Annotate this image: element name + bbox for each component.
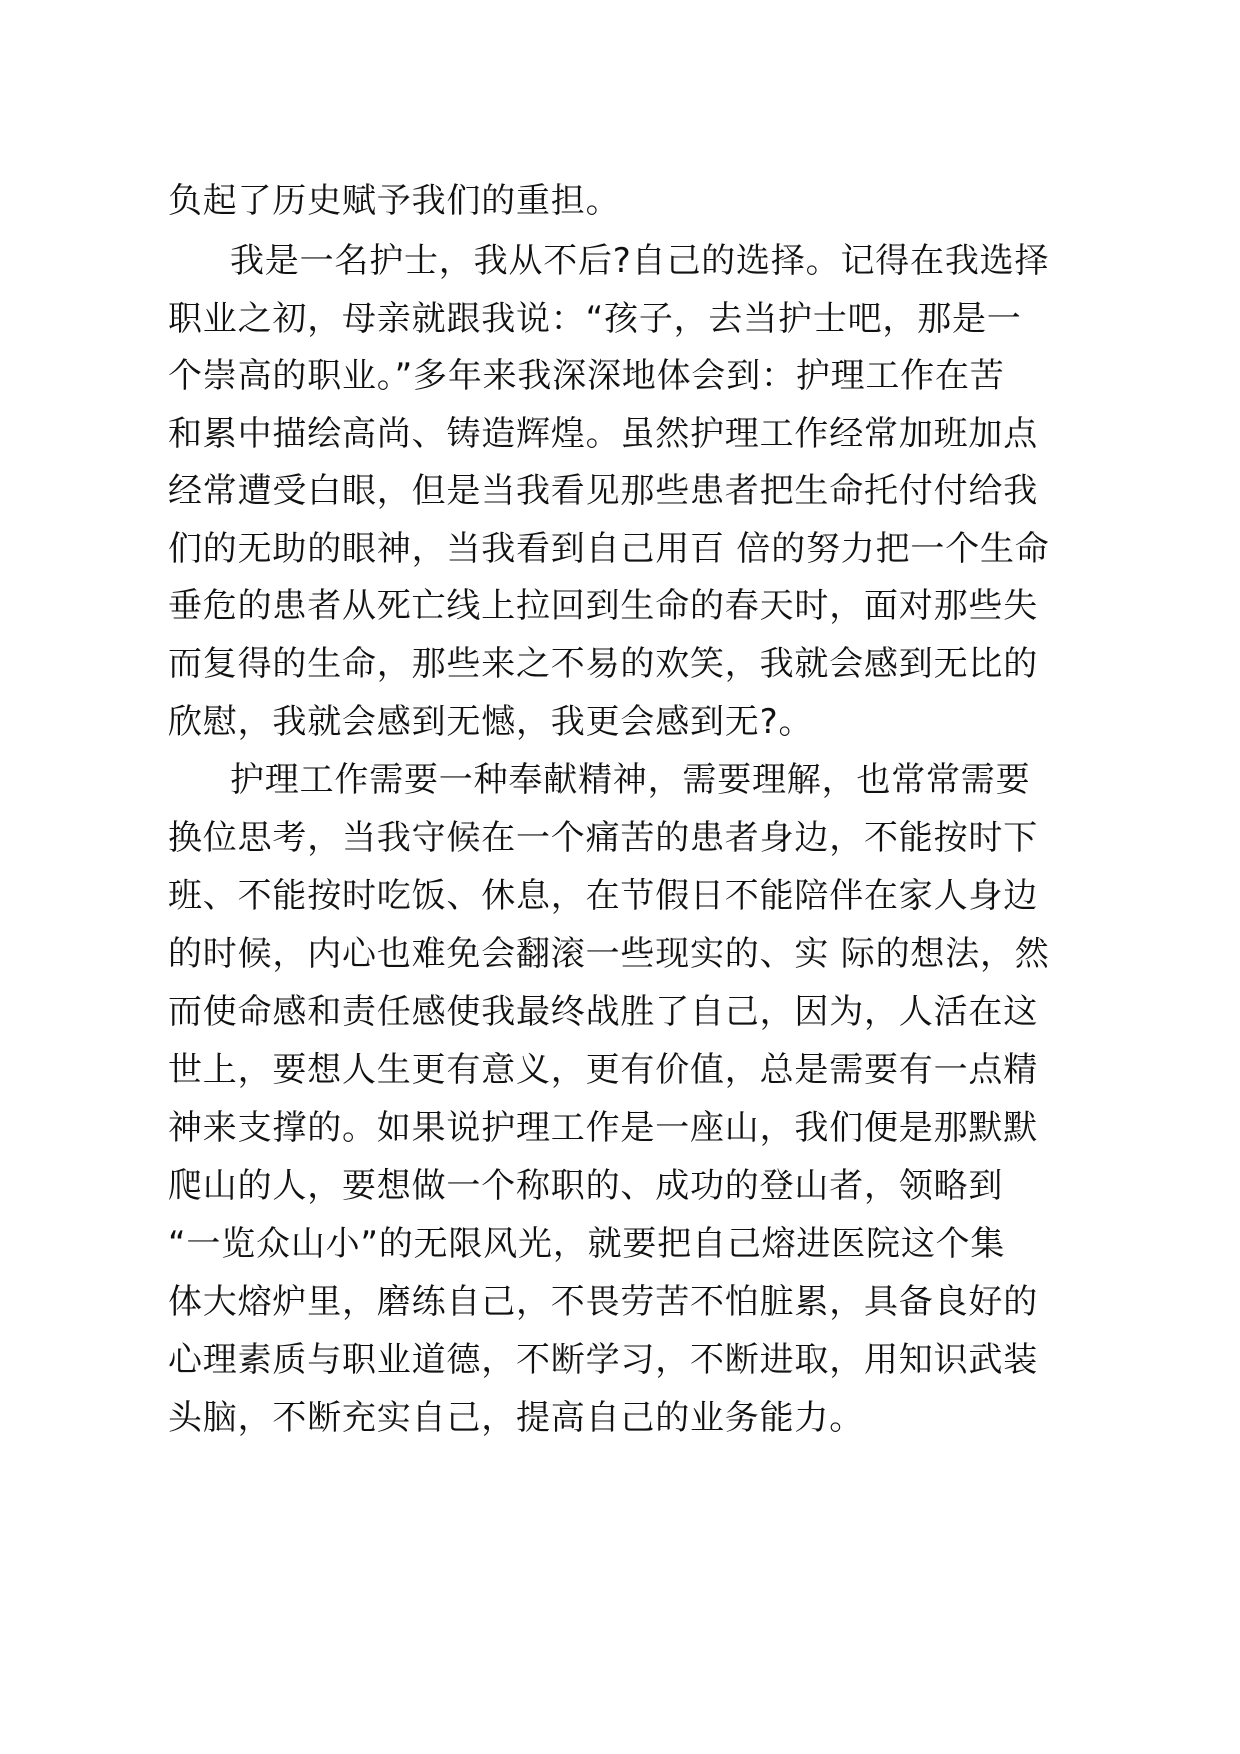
text-line: 换位思考，当我守候在一个痛苦的患者身边，不能按时下 [168, 818, 1038, 858]
text-line: 而使命感和责任感使我最终战胜了自己，因为，人活在这 [168, 992, 1038, 1032]
paragraph-first-line: 我是一名护士，我从不后?自己的选择。记得在我选择 [230, 241, 1050, 281]
text-line: 们的无助的眼神，当我看到自己用百 倍的努力把一个生命 [168, 529, 1050, 569]
text-line: 神来支撑的。如果说护理工作是一座山，我们便是那默默 [168, 1108, 1038, 1148]
text-line: 个崇高的职业。”多年来我深深地体会到：护理工作在苦 [168, 356, 1005, 396]
text-line: 职业之初，母亲就跟我说：“孩子，去当护士吧，那是一 [168, 299, 1022, 339]
text-line: 头脑，不断充实自己，提高自己的业务能力。 [168, 1398, 864, 1438]
text-line: 的时候，内心也难免会翻滚一些现实的、实 际的想法，然 [168, 934, 1050, 974]
text-line: 爬山的人，要想做一个称职的、成功的登山者，领略到 [168, 1166, 1004, 1206]
text-line: 心理素质与职业道德，不断学习，不断进取，用知识武装 [168, 1340, 1038, 1380]
text-line: 欣慰，我就会感到无憾，我更会感到无?。 [168, 702, 814, 742]
text-line: 班、不能按时吃饭、休息，在节假日不能陪伴在家人身边 [168, 876, 1038, 916]
paragraph-first-line: 护理工作需要一种奉献精神，需要理解，也常常需要 [230, 760, 1031, 800]
text-line: 世上，要想人生更有意义，更有价值，总是需要有一点精 [168, 1050, 1038, 1090]
text-line: 负起了历史赋予我们的重担。 [168, 181, 621, 221]
text-line: “一览众山小”的无限风光，就要把自己熔进医院这个集 [168, 1224, 1006, 1264]
text-line: 垂危的患者从死亡线上拉回到生命的春天时，面对那些失 [168, 586, 1038, 626]
text-line: 而复得的生命，那些来之不易的欢笑，我就会感到无比的 [168, 644, 1038, 684]
text-line: 经常遭受白眼，但是当我看见那些患者把生命托付付给我 [168, 471, 1038, 511]
text-line: 体大熔炉里，磨练自己，不畏劳苦不怕脏累，具备良好的 [168, 1282, 1038, 1322]
text-line: 和累中描绘高尚、铸造辉煌。虽然护理工作经常加班加点 [168, 414, 1038, 454]
